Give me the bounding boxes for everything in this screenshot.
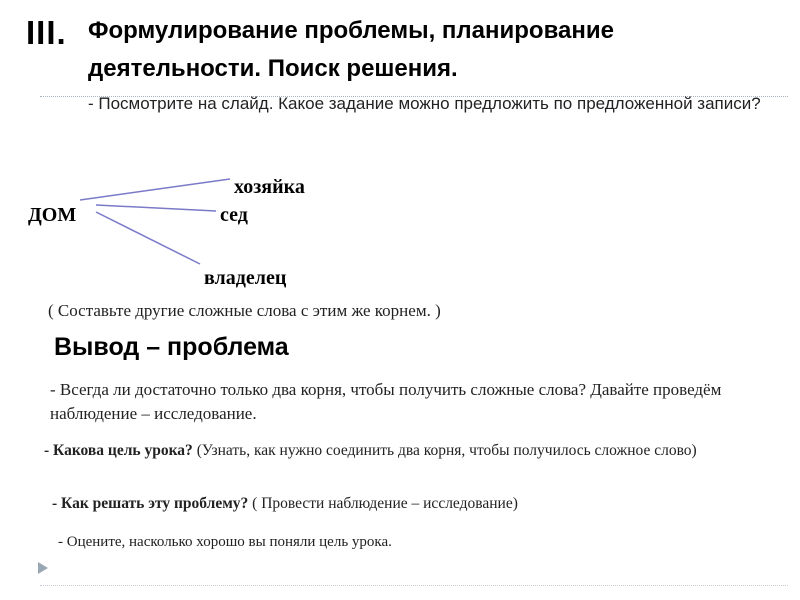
- slide-question: - Посмотрите на слайд. Какое задание можно предложить по предложенной записи?: [88, 94, 761, 113]
- root-word: ДОМ: [28, 204, 77, 226]
- line-to-word-3: [96, 212, 200, 264]
- task-note: ( Составьте другие сложные слова с этим же корнем. ): [48, 301, 441, 320]
- compound-word-3: владелец: [204, 267, 287, 289]
- question-2-bold: - Какова цель урока?: [44, 442, 193, 459]
- conclusion-heading: Вывод – проблема: [54, 333, 289, 361]
- line-to-word-2: [96, 205, 216, 211]
- question-3: [52, 495, 518, 513]
- question-1: - Всегда ли достаточно только два корня, чтобы получить сложные слова? Давайте проведём наблюдение – исследование.: [50, 380, 722, 423]
- bottom-divider: [40, 585, 788, 586]
- question-2: [44, 440, 774, 462]
- slide-title: Формулирование проблемы, планирование деятельности. Поиск решения.: [88, 17, 614, 82]
- question-4: - Оцените, насколько хорошо вы поняли цель урока.: [58, 534, 392, 550]
- triangle-right-icon[interactable]: [36, 560, 50, 576]
- question-3-bold: - Как решать эту проблему?: [52, 495, 249, 512]
- line-to-word-1: [80, 179, 230, 200]
- compound-word-1: хозяйка: [234, 176, 305, 198]
- section-number: III.: [26, 14, 67, 51]
- question-2-rest: (Узнать, как нужно соединить два корня, чтобы получилось сложное слово): [192, 442, 697, 459]
- question-3-rest: ( Провести наблюдение – исследование): [248, 495, 518, 512]
- compound-word-2: сед: [220, 204, 248, 226]
